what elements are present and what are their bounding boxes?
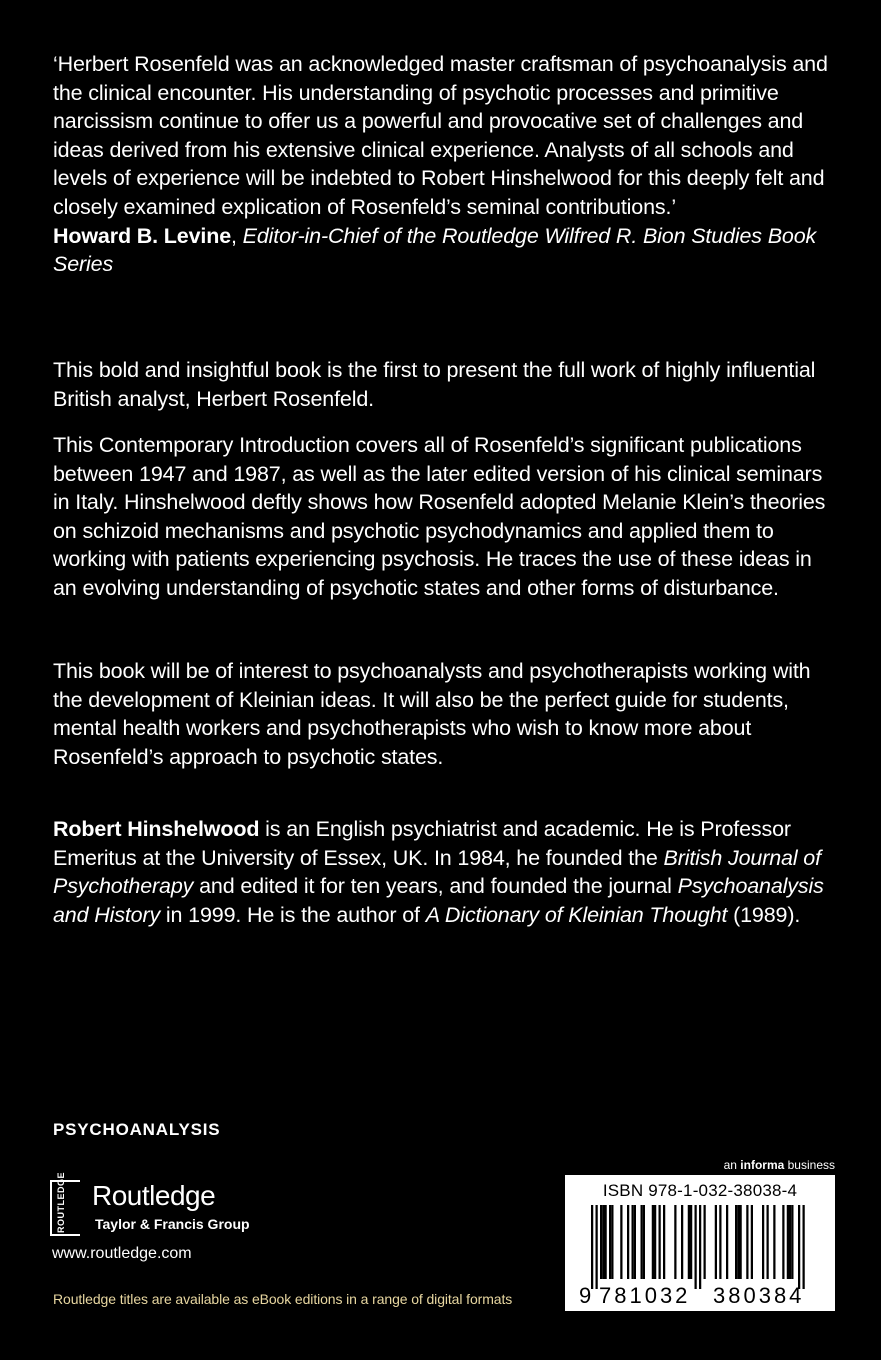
barcode-bar	[798, 1205, 800, 1289]
barcode-bar	[602, 1205, 604, 1279]
bio-text-3: in 1999. He is the author of	[160, 902, 426, 927]
logo-mark-text: ROUTLEDGE	[56, 1171, 66, 1233]
barcode-bar	[605, 1205, 607, 1279]
subject-category: PSYCHOANALYSIS	[53, 1120, 221, 1139]
barcode-bar	[688, 1205, 690, 1279]
barcode-bar	[803, 1205, 805, 1289]
barcode-bar	[641, 1205, 643, 1279]
ebook-note: Routledge titles are available as eBook editions in a range of digital formats	[53, 1291, 513, 1307]
isbn-barcode	[565, 1175, 835, 1311]
bio-text-1: is an English psychiatrist and academic. He is Professor Emeritus at the University of Essex, UK. In 1984, he founded the	[53, 817, 791, 870]
barcode-bar	[726, 1205, 728, 1279]
barcode-digits-right: 380384	[713, 1283, 805, 1307]
bio-text-2: and edited it for ten years, and founded the journal	[193, 874, 678, 899]
barcode-bar	[690, 1205, 692, 1279]
barcode-bars	[591, 1205, 805, 1289]
barcode-bar	[762, 1205, 764, 1279]
barcode-graphic	[573, 1205, 827, 1307]
publisher-name: Routledge	[92, 1180, 216, 1211]
quote-author: Howard B. Levine	[53, 223, 231, 248]
barcode-bar	[789, 1205, 791, 1279]
bio-journal-1: British Journal of Psychotherapy	[53, 845, 821, 899]
bio-journal-2: Psychoanalysis and History	[53, 874, 824, 927]
barcode-bar	[634, 1205, 636, 1279]
description-paragraph-2: This Contemporary Introduction covers all of Rosenfeld’s significant publications between 1947 and 1987, as well as the later edited version of his clinical seminars in Italy. Hinshelwood deftly shows how Rosenfeld adopted Melanie Klein’s theories on schizoid mechanisms and psychotic psychodynamics and applied them to working with patients experiencing psychosis. He traces the use of these ideas in an evolving understanding of psychotic states and other forms of disturbance.	[53, 433, 826, 600]
endorsement-quote	[53, 50, 833, 279]
barcode-digit-first: 9	[579, 1283, 592, 1307]
isbn-label: ISBN 978-1-032-38038-4	[602, 1181, 798, 1200]
informa-prefix: an	[723, 1158, 741, 1172]
publisher-group: Taylor & Francis Group	[95, 1216, 250, 1232]
barcode-bar	[746, 1205, 748, 1279]
barcode-bar	[600, 1205, 602, 1279]
barcode-bar	[773, 1205, 775, 1279]
bio-book: A Dictionary of Kleinian Thought	[425, 902, 728, 927]
informa-business-tag	[724, 1158, 835, 1172]
bio-name: Robert Hinshelwood	[53, 817, 260, 841]
barcode-bar	[627, 1205, 629, 1279]
barcode-bar	[782, 1205, 784, 1279]
barcode-bar	[643, 1205, 645, 1279]
barcode-bar	[735, 1205, 737, 1279]
quote-author-separator: ,	[231, 223, 243, 248]
barcode-bar	[787, 1205, 789, 1279]
routledge-logo-mark	[50, 1171, 80, 1236]
description-paragraph-1: This bold and insightful book is the first to present the full work of highly influential British analyst, Herbert Rosenfeld.	[53, 358, 816, 411]
barcode-bar	[620, 1205, 622, 1279]
barcode-bar	[737, 1205, 739, 1279]
informa-brand: informa	[740, 1158, 785, 1172]
barcode-bar	[659, 1205, 661, 1279]
barcode-bar	[751, 1205, 753, 1279]
barcode-bar	[611, 1205, 613, 1279]
barcode-bar	[674, 1205, 676, 1279]
barcode-bar	[699, 1205, 701, 1289]
barcode-bar	[695, 1205, 697, 1289]
barcode-bar	[652, 1205, 654, 1279]
description-paragraph-3: This book will be of interest to psychoanalysts and psychotherapists working with the development of Kleinian ideas. It will also be the perfect guide for students, mental health workers and psychotherapists who wish to know more about Rosenfeld’s approach to psychotic states.	[53, 659, 811, 769]
barcode-bar	[791, 1205, 793, 1279]
barcode-bar	[663, 1205, 665, 1279]
barcode-bar	[767, 1205, 769, 1279]
routledge-logo	[50, 1171, 290, 1240]
author-bio	[53, 815, 833, 929]
barcode-bar	[740, 1205, 742, 1279]
informa-suffix: business	[784, 1158, 835, 1172]
barcode-bar	[591, 1205, 593, 1289]
quote-author-role: Editor-in-Chief of the Routledge Wilfred R. Bion Studies Book Series	[53, 223, 817, 277]
bio-text-4: (1989).	[727, 902, 801, 927]
barcode-digits-left: 781032	[599, 1283, 691, 1307]
barcode-bar	[632, 1205, 634, 1279]
barcode-bar	[654, 1205, 656, 1279]
publisher-website[interactable]: www.routledge.com	[52, 1245, 192, 1262]
barcode-bar	[681, 1205, 683, 1279]
barcode-bar	[704, 1205, 706, 1279]
barcode-bar	[596, 1205, 598, 1289]
barcode-bar	[715, 1205, 717, 1279]
barcode-bar	[719, 1205, 721, 1279]
quote-text: ‘Herbert Rosenfeld was an acknowledged master craftsman of psychoanalysis and the clinical encounter. His understanding of psychotic processes and primitive narcissism continue to offer us a powerful and provocative set of challenges and ideas derived from his extensive clinical experience. Analysts of all schools and levels of experience will be indebted to Robert Hinshelwood for this deeply felt and closely examined explication of Rosenfeld’s seminal contributions.’	[53, 52, 828, 219]
barcode-bar	[609, 1205, 611, 1279]
